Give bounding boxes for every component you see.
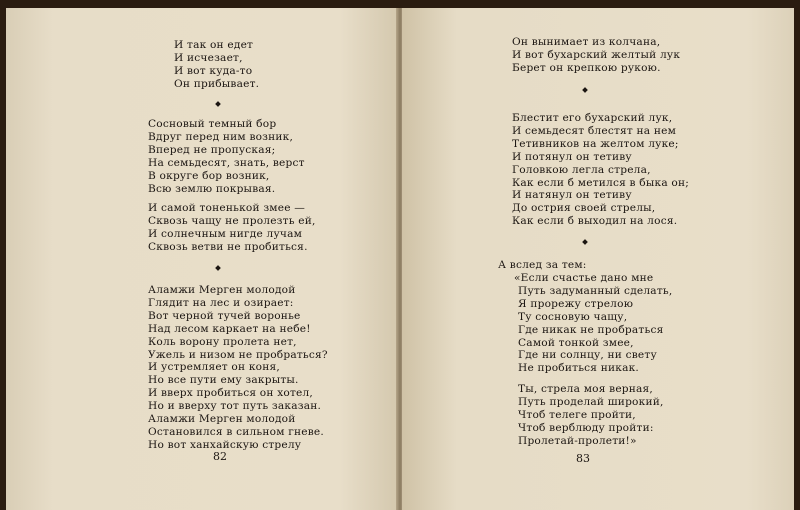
poem-line: Он вынимает из колчана,	[512, 36, 661, 48]
poem-line: Берет он крепкою рукою.	[512, 61, 661, 74]
poem-line: Тетивников на желтом луке;	[512, 137, 679, 150]
poem-line: Путь проделай широкий,	[518, 395, 664, 408]
poem-line: Головкою легла стрела,	[512, 163, 651, 176]
section-ornament	[582, 87, 588, 93]
section-ornament	[215, 101, 221, 107]
poem-line: Он прибывает.	[174, 77, 260, 90]
right-intro-line	[498, 259, 587, 272]
poem-line: Сосновый темный бор	[148, 118, 277, 130]
poem-line: Как если б выходил на лося.	[512, 215, 678, 228]
poem-line: И вот куда-то	[174, 64, 253, 77]
right-stanza-4	[518, 383, 664, 448]
right-page	[402, 8, 794, 510]
poem-line: Вперед не пропуская;	[148, 143, 276, 156]
poem-line: И семьдесят блестят на нем	[512, 124, 677, 137]
poem-line: Вот черной тучей воронье	[148, 309, 301, 322]
poem-line: Сквозь чащу не пролезть ей,	[148, 214, 316, 227]
poem-line: Как если б метился в быка он;	[512, 176, 690, 189]
poem-line: «Если счастье дано мне	[514, 272, 654, 284]
poem-line: В округе бор возник,	[148, 169, 270, 182]
poem-line: Ужель и низом не пробраться?	[148, 348, 328, 361]
poem-line: Глядит на лес и озирает:	[148, 296, 294, 309]
poem-line: Вдруг перед ним возник,	[148, 130, 294, 143]
right-stanza-3	[514, 272, 672, 375]
poem-line: Сквозь ветви не пробиться.	[148, 240, 308, 253]
poem-line: И вот бухарский желтый лук	[512, 48, 681, 61]
poem-line: Самой тонкой змее,	[518, 336, 634, 349]
poem-line: Блестит его бухарский лук,	[512, 112, 673, 124]
poem-line: А вслед за тем:	[498, 259, 587, 271]
left-stanza-3	[148, 202, 316, 254]
poem-line: Путь задуманный сделать,	[518, 284, 673, 297]
poem-line: Чтоб телеге пройти,	[518, 408, 636, 421]
page-number: 83	[576, 452, 590, 465]
poem-line: Всю землю покрывая.	[148, 182, 276, 195]
poem-line: И вверх пробиться он хотел,	[148, 387, 313, 400]
poem-line: Я прорежу стрелою	[518, 297, 634, 310]
poem-line: Аламжи Мерген молодой	[148, 284, 296, 296]
left-stanza-2	[148, 118, 305, 195]
poem-line: И потянул он тетиву	[512, 150, 632, 163]
poem-line: Над лесом каркает на небе!	[148, 322, 311, 335]
poem-line: Ты, стрела моя верная,	[518, 383, 654, 395]
left-page	[6, 8, 398, 510]
poem-line: Где никак не пробраться	[518, 323, 664, 336]
poem-line: Чтоб верблюду пройти:	[518, 421, 654, 434]
poem-line: Где ни солнцу, ни свету	[518, 349, 657, 362]
poem-line: На семьдесят, знать, верст	[148, 156, 305, 169]
poem-line: Не пробиться никак.	[518, 362, 639, 375]
poem-line: Коль ворону пролета нет,	[148, 335, 297, 348]
poem-line: И солнечным нигде лучам	[148, 227, 303, 240]
right-stanza-2	[512, 112, 689, 228]
poem-line: До острия своей стрелы,	[512, 202, 656, 215]
poem-line: Но все пути ему закрыты.	[148, 374, 299, 387]
page-number: 82	[213, 450, 227, 463]
poem-line: Но вот ханхайскую стрелу	[148, 438, 302, 451]
section-ornament	[215, 265, 221, 271]
poem-line: Аламжи Мерген молодой	[148, 413, 296, 426]
section-ornament	[582, 239, 588, 245]
poem-line: И устремляет он коня,	[148, 361, 280, 374]
poem-line: Но и вверху тот путь заказан.	[148, 400, 322, 413]
poem-line: Остановился в сильном гневе.	[148, 425, 324, 438]
poem-line: И самой тоненькой змее —	[148, 202, 306, 214]
poem-line: И натянул он тетиву	[512, 189, 632, 202]
poem-line: Ту сосновую чащу,	[518, 310, 628, 323]
poem-line: Пролетай-пролети!»	[518, 434, 637, 447]
right-stanza-1	[512, 36, 680, 75]
left-stanza-1	[174, 39, 259, 91]
left-stanza-4	[148, 284, 328, 452]
poem-line: И так он едет	[174, 39, 254, 51]
poem-line: И исчезает,	[174, 51, 243, 64]
